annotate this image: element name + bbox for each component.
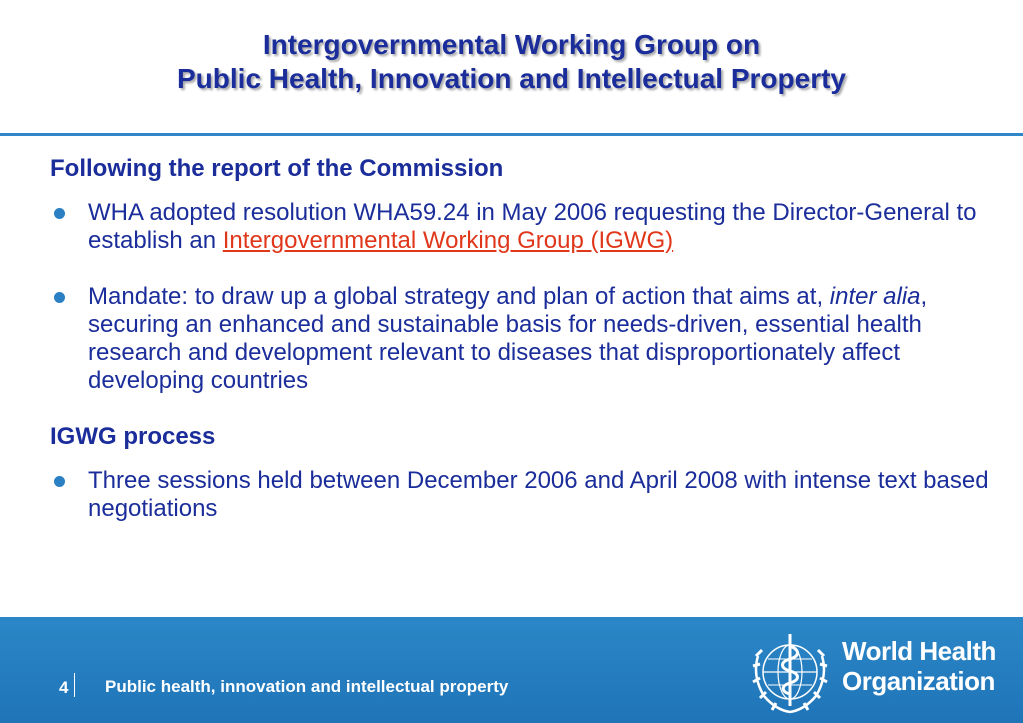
title-line-2: Public Health, Innovation and Intellectual Property xyxy=(177,63,846,94)
bullet-wha-resolution xyxy=(50,199,990,255)
slide-body xyxy=(50,155,990,551)
bullet-text: Three sessions held between December 2006 and April 2008 with intense text based negotiations xyxy=(88,467,989,522)
section-heading-igwg-process: IGWG process xyxy=(50,423,216,450)
bullet-text-pre: Mandate: to draw up a global strategy and plan of action that aims at, xyxy=(88,283,830,310)
who-wordmark-line-1: World Health xyxy=(842,636,996,666)
footer-separator xyxy=(74,673,75,697)
title-line-1: Intergovernmental Working Group on xyxy=(262,29,761,60)
bullet-dot-icon xyxy=(54,208,65,219)
bullet-text-post: , securing an enhanced and sustainable basis for needs-driven, essential health research and development relevant to diseases that disproportionately affect developing countries xyxy=(88,283,928,394)
footer-caption: Public health, innovation and intellectual property xyxy=(105,677,509,696)
page-number: 4 xyxy=(59,678,69,697)
who-wordmark-line-2: Organization xyxy=(842,666,995,696)
section-heading-commission: Following the report of the Commission xyxy=(50,155,504,182)
bullet-dot-icon xyxy=(54,476,65,487)
who-wordmark xyxy=(842,636,996,696)
slide-title xyxy=(0,28,1023,96)
title-divider xyxy=(0,133,1023,136)
bullet-mandate xyxy=(50,283,990,395)
bullet-dot-icon xyxy=(54,292,65,303)
who-emblem-icon xyxy=(748,626,832,716)
bullet-sessions xyxy=(50,467,990,523)
igwg-link[interactable]: Intergovernmental Working Group (IGWG) xyxy=(222,227,674,254)
bullet-text: WHA adopted resolution WHA59.24 in May 2006 requesting the Director-General to establish an xyxy=(88,199,977,254)
bullet-text-italic: inter alia xyxy=(829,283,921,310)
